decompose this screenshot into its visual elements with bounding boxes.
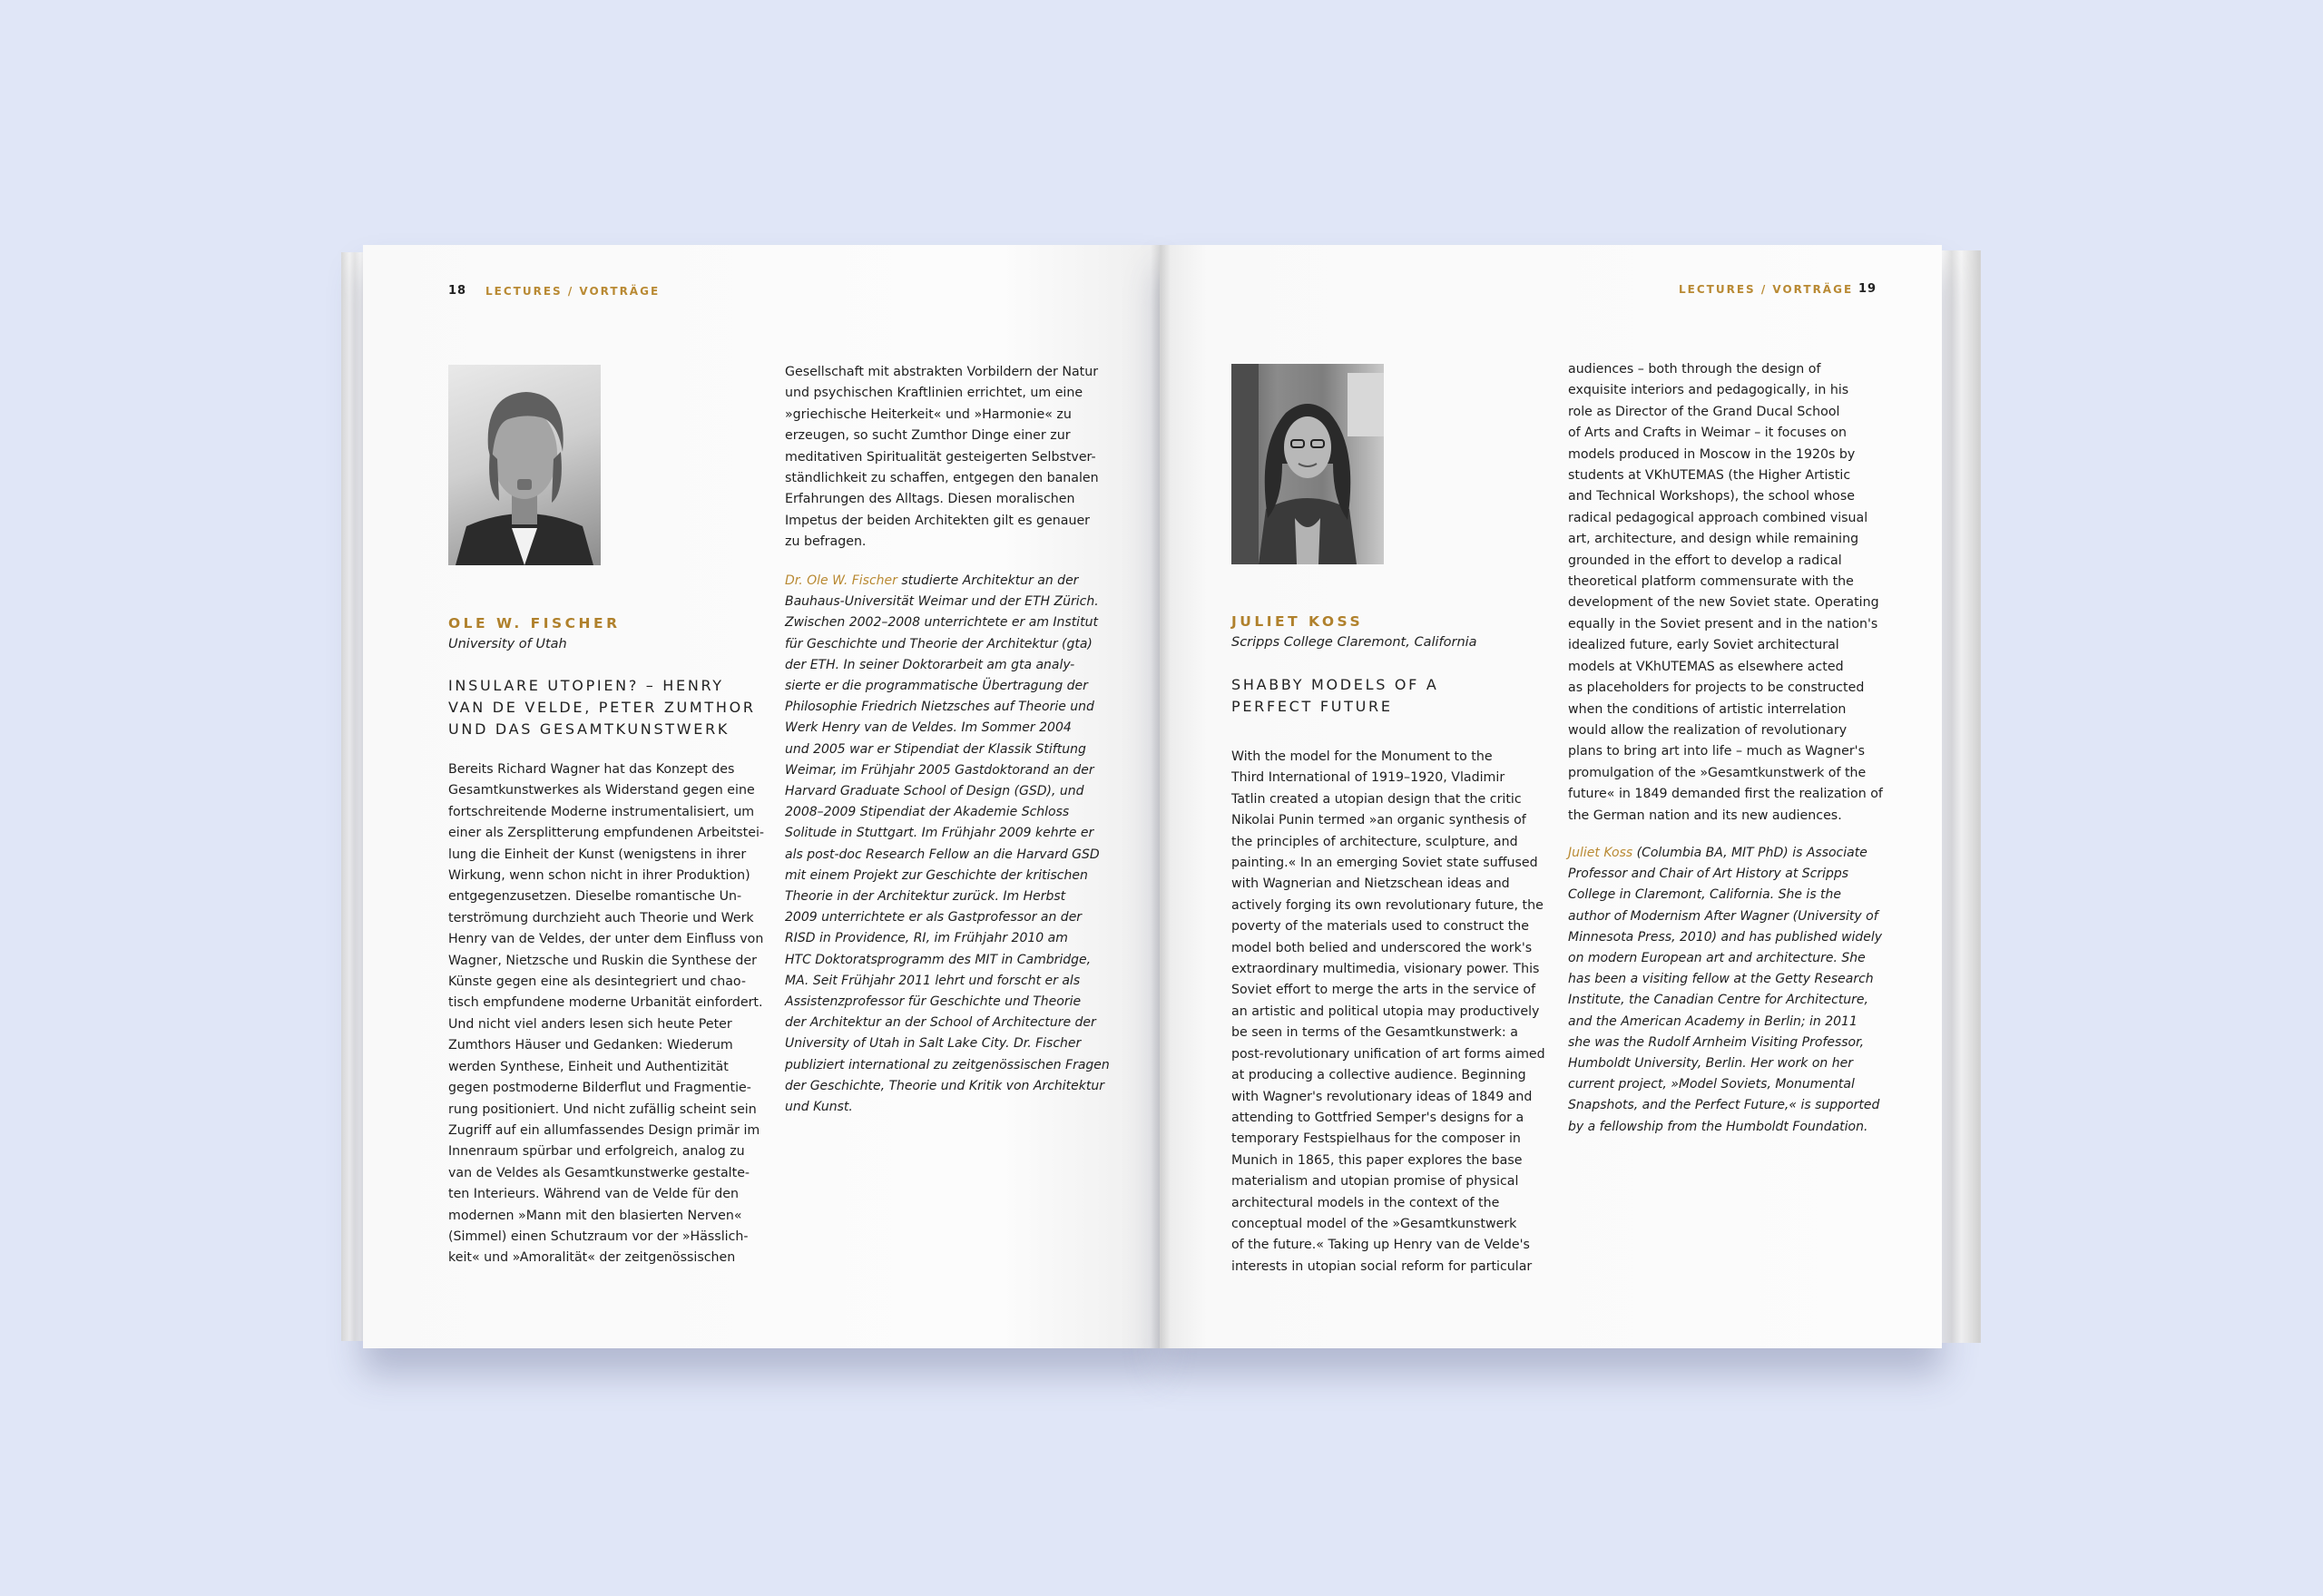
bio-line: has been a visiting fellow at the Getty Research xyxy=(1568,972,1874,987)
bio-line: College in Claremont, California. She is the xyxy=(1568,887,1842,903)
right-page xyxy=(1160,245,1942,1348)
book-gutter xyxy=(1151,245,1171,1348)
text-line: interests in utopian social reform for particular xyxy=(1231,1258,1533,1274)
bio-line: she was the Rudolf Arnheim Visiting Professor, xyxy=(1568,1034,1865,1050)
author-affiliation: University of Utah xyxy=(448,637,567,651)
text-line: promulgation of the »Gesamtkunstwerk of the xyxy=(1568,765,1867,780)
text-line: attending to Gottfried Semper's designs for a xyxy=(1231,1110,1524,1125)
bio-line: der ETH. In seiner Doktorarbeit am gta analy- xyxy=(785,657,1075,672)
text-line: Gesamtkunstwerkes als Widerstand gegen eine xyxy=(448,783,755,798)
bio-line: Theorie in der Architektur zurück. Im Herbst xyxy=(785,889,1066,905)
text-line: Soviet effort to merge the arts in the service of xyxy=(1231,983,1536,998)
text-line: equally in the Soviet present and in the nation's xyxy=(1568,616,1878,632)
text-line: Wirkung, wenn schon nicht in ihrer Produktion) xyxy=(448,868,750,884)
bio-line: 2009 unterrichtete er als Gastprofessor an der xyxy=(785,910,1083,925)
text-line: actively forging its own revolutionary future, the xyxy=(1231,897,1544,913)
text-line: audiences – both through the design of xyxy=(1568,362,1821,377)
bio-line: für Geschichte und Theorie der Architektur (gta) xyxy=(785,636,1093,651)
page-number: 18 xyxy=(448,284,467,298)
bio-line: MA. Seit Frühjahr 2011 lehrt und forscht er als xyxy=(785,973,1081,988)
bio-first-line xyxy=(785,571,1130,592)
text-line: lung die Einheit der Kunst (wenigstens in ihrer xyxy=(448,847,747,862)
text-line: grounded in the effort to develop a radical xyxy=(1568,553,1842,568)
text-line: ständlichkeit zu schaffen, entgegen den banalen xyxy=(785,471,1099,486)
text-line: Bereits Richard Wagner hat das Konzept des xyxy=(448,762,735,777)
bio-line: Zwischen 2002–2008 unterrichtete er am Institut xyxy=(785,615,1098,631)
text-line: Zugriff auf ein allumfassendes Design primär im xyxy=(448,1122,760,1138)
text-line: Und nicht viel anders lesen sich heute Peter xyxy=(448,1016,732,1032)
text-line: Künste gegen eine als desintegriert und chao- xyxy=(448,974,746,990)
text-line: be seen in terms of the Gesamtkunstwerk: a xyxy=(1231,1025,1518,1041)
lecture-abstract xyxy=(1231,747,1558,1278)
bio-line: Harvard Graduate School of Design (GSD), und xyxy=(785,784,1084,799)
text-line: Henry van de Veldes, der unter dem Einfluss von xyxy=(448,932,764,947)
text-line: and Technical Workshops), the school whose xyxy=(1568,489,1855,504)
text-line: conceptual model of the »Gesamtkunstwerk xyxy=(1231,1216,1517,1231)
author-affiliation: Scripps College Claremont, California xyxy=(1231,635,1477,650)
bio-line: Humboldt University, Berlin. Her work on her xyxy=(1568,1056,1853,1072)
bio-line: RISD in Providence, RI, im Frühjahr 2010 am xyxy=(785,931,1068,946)
text-line: werden Synthese, Einheit und Authentizität xyxy=(448,1059,729,1074)
bio-line: publiziert international zu zeitgenössischen Fragen xyxy=(785,1057,1110,1072)
bio-line: University of Utah in Salt Lake City. Dr. Fischer xyxy=(785,1036,1082,1052)
text-line: materialism and utopian promise of physical xyxy=(1231,1174,1519,1190)
text-line: would allow the realization of revolutionary xyxy=(1568,722,1848,738)
bio-line: author of Modernism After Wagner (University of xyxy=(1568,908,1878,924)
bio-first-line xyxy=(1568,843,1904,864)
bio-line: and the American Academy in Berlin; in 2011 xyxy=(1568,1013,1857,1029)
text-line: theoretical platform commensurate with the xyxy=(1568,574,1854,590)
text-line: radical pedagogical approach combined visual xyxy=(1568,510,1868,525)
text-line: exquisite interiors and pedagogically, in his xyxy=(1568,383,1849,398)
text-line: rung positioniert. Und nicht zufällig scheint sein xyxy=(448,1102,757,1117)
bio-line: Snapshots, and the Perfect Future,« is supported xyxy=(1568,1098,1880,1113)
bio-author-name: Dr. Ole W. Fischer xyxy=(785,573,897,588)
text-line: model both belied and underscored the work's xyxy=(1231,940,1533,955)
lecture-abstract-continued xyxy=(785,362,1121,553)
text-line: of the future.« Taking up Henry van de Velde's xyxy=(1231,1238,1530,1253)
text-line: architectural models in the context of the xyxy=(1231,1195,1500,1210)
author-name: JULIET KOSS xyxy=(1231,613,1364,630)
text-line: »griechische Heiterkeit« und »Harmonie« zu xyxy=(785,406,1072,422)
text-line: Tatlin created a utopian design that the critic xyxy=(1231,791,1522,807)
text-line: entgegenzusetzen. Dieselbe romantische Un- xyxy=(448,889,742,905)
running-head: LECTURES / VORTRÄGE xyxy=(1679,283,1854,296)
text-line: Zumthors Häuser und Gedanken: Wiederum xyxy=(448,1038,733,1053)
text-line: with Wagner's revolutionary ideas of 1849 and xyxy=(1231,1089,1533,1104)
text-line: Innenraum spürbar und erfolgreich, analog zu xyxy=(448,1144,745,1160)
bio-line: Philosophie Friedrich Nietzsches auf Theorie und xyxy=(785,700,1094,715)
bio-line: by a fellowship from the Humboldt Foundation. xyxy=(1568,1119,1868,1134)
page-number: 19 xyxy=(1858,282,1877,296)
lecture-title: SHABBY MODELS OF A PERFECT FUTURE xyxy=(1231,676,1439,715)
bio-line: Solitude in Stuttgart. Im Frühjahr 2009 kehrte er xyxy=(785,826,1094,841)
text-line: gegen postmoderne Bilderflut und Fragmentie- xyxy=(448,1081,751,1096)
bio-line: Professor and Chair of Art History at Scripps xyxy=(1568,867,1849,882)
text-line: of Arts and Crafts in Weimar – it focuses on xyxy=(1568,426,1847,441)
text-line: Gesellschaft mit abstrakten Vorbildern der Natur xyxy=(785,365,1099,379)
text-line: ten Interieurs. Während van de Velde für den xyxy=(448,1187,739,1202)
lecture-title: INSULARE UTOPIEN? – HENRY VAN DE VELDE, PETER ZUMTHOR UND DAS GESAMTKUNSTWERK xyxy=(448,677,756,738)
text-line: models produced in Moscow in the 1920s by xyxy=(1568,446,1856,462)
bio-line: sierte er die programmatische Übertragung der xyxy=(785,679,1088,694)
author-bio xyxy=(1568,843,1904,1138)
text-line: at producing a collective audience. Beginning xyxy=(1231,1068,1526,1083)
text-line: the German nation and its new audiences. xyxy=(1568,808,1842,823)
text-line: post-revolutionary unification of art forms aimed xyxy=(1231,1046,1545,1062)
text-line: with Wagnerian and Nietzschean ideas and xyxy=(1231,876,1510,892)
portrait-woman-icon xyxy=(1231,364,1384,564)
bio-line: Minnesota Press, 2010) and has published widely xyxy=(1568,929,1883,945)
text-line: und psychischen Kraftlinien errichtet, um eine xyxy=(785,386,1083,401)
text-line: an artistic and political utopia may productively xyxy=(1231,1004,1540,1019)
text-line: Nikolai Punin termed »an organic synthesis of xyxy=(1231,813,1526,828)
text-line: erzeugen, so sucht Zumthor Dinge einer zur xyxy=(785,428,1071,444)
bio-line: HTC Doktoratsprogramm des MIT in Cambridge, xyxy=(785,952,1092,967)
text-line: idealized future, early Soviet architectural xyxy=(1568,638,1839,653)
text-line: future« in 1849 demanded first the realization of xyxy=(1568,787,1883,802)
text-line: meditativen Spiritualität gesteigerten Selbstver- xyxy=(785,449,1096,465)
text-line: Third International of 1919–1920, Vladimir xyxy=(1231,770,1505,786)
text-line: development of the new Soviet state. Operating xyxy=(1568,595,1879,611)
left-page xyxy=(363,245,1160,1348)
bio-line: und Kunst. xyxy=(785,1100,853,1115)
bio-author-name: Juliet Koss xyxy=(1568,846,1633,860)
text-line: poverty of the materials used to construct the xyxy=(1231,919,1529,935)
author-bio xyxy=(785,571,1130,1118)
bio-line: der Architektur an der School of Architecture der xyxy=(785,1015,1096,1031)
text-line: (Simmel) einen Schutzraum vor der »Hässlich- xyxy=(448,1229,749,1244)
text-line: role as Director of the Grand Ducal School xyxy=(1568,404,1840,419)
text-line: keit« und »Amoralität« der zeitgenössischen xyxy=(448,1250,736,1266)
text-line: temporary Festspielhaus for the composer in xyxy=(1231,1131,1521,1147)
text-line: the principles of architecture, sculpture, and xyxy=(1231,834,1518,849)
bio-line: current project, »Model Soviets, Monumental xyxy=(1568,1077,1855,1092)
text-line: as placeholders for projects to be constructed xyxy=(1568,681,1865,696)
portrait-man-icon xyxy=(448,365,601,565)
lecture-abstract-continued xyxy=(1568,359,1895,827)
bio-first-line-text: studierte Architektur an der xyxy=(897,573,1079,588)
bio-line: 2008–2009 Stipendiat der Akademie Schloss xyxy=(785,805,1070,820)
text-line: models at VKhUTEMAS as elsewhere acted xyxy=(1568,659,1844,674)
text-line: extraordinary multimedia, visionary power. This xyxy=(1231,962,1540,977)
bio-line: Assistenzprofessor für Geschichte und Theorie xyxy=(785,994,1082,1010)
bio-line: mit einem Projekt zur Geschichte der kritischen xyxy=(785,867,1088,883)
bio-line: Werk Henry van de Veldes. Im Sommer 2004 xyxy=(785,720,1072,736)
text-line: students at VKhUTEMAS (the Higher Artistic xyxy=(1568,468,1851,484)
bio-line: als post-doc Research Fellow an die Harvard GSD xyxy=(785,847,1100,862)
text-line: modernen »Mann mit den blasierten Nerven« xyxy=(448,1208,742,1223)
text-line: Erfahrungen des Alltags. Diesen moralischen xyxy=(785,492,1075,507)
text-line: fortschreitende Moderne instrumentalisiert, um xyxy=(448,804,755,819)
bio-line: Weimar, im Frühjahr 2005 Gastdoktorand an der xyxy=(785,762,1094,778)
lecture-abstract xyxy=(448,759,766,1269)
text-line: einer als Zersplitterung empfundenen Arbeitstei- xyxy=(448,826,765,841)
text-line: Munich in 1865, this paper explores the base xyxy=(1231,1152,1523,1168)
bio-line: der Geschichte, Theorie und Kritik von Architektur xyxy=(785,1078,1104,1093)
author-photo-fischer xyxy=(448,365,601,565)
text-line: van de Veldes als Gesamtkunstwerke gestalte- xyxy=(448,1165,750,1180)
text-line: tisch empfundene moderne Urbanität einfordert. xyxy=(448,995,763,1011)
text-line: painting.« In an emerging Soviet state suffused xyxy=(1231,856,1538,871)
text-line: terströmung durchzieht auch Theorie und Werk xyxy=(448,910,754,925)
text-line: Wagner, Nietzsche und Ruskin die Synthese der xyxy=(448,953,757,968)
author-name: OLE W. FISCHER xyxy=(448,615,621,632)
text-line: art, architecture, and design while remaining xyxy=(1568,532,1859,547)
text-line: With the model for the Monument to the xyxy=(1231,749,1493,764)
bio-line: und 2005 war er Stipendiat der Klassik Stiftung xyxy=(785,741,1086,757)
text-line: zu befragen. xyxy=(785,534,867,550)
bio-line: on modern European art and architecture. She xyxy=(1568,951,1866,966)
author-photo-koss xyxy=(1231,364,1384,564)
bio-line: Institute, the Canadian Centre for Architecture, xyxy=(1568,993,1868,1008)
text-line: when the conditions of artistic interrelation xyxy=(1568,701,1847,717)
running-head: LECTURES / VORTRÄGE xyxy=(485,285,661,298)
text-line: Impetus der beiden Architekten gilt es genauer xyxy=(785,513,1091,528)
bio-line: Bauhaus-Universität Weimar und der ETH Zürich. xyxy=(785,594,1099,610)
bio-first-line-text: (Columbia BA, MIT PhD) is Associate xyxy=(1632,846,1867,860)
text-line: plans to bring art into life – much as Wagner's xyxy=(1568,744,1865,759)
